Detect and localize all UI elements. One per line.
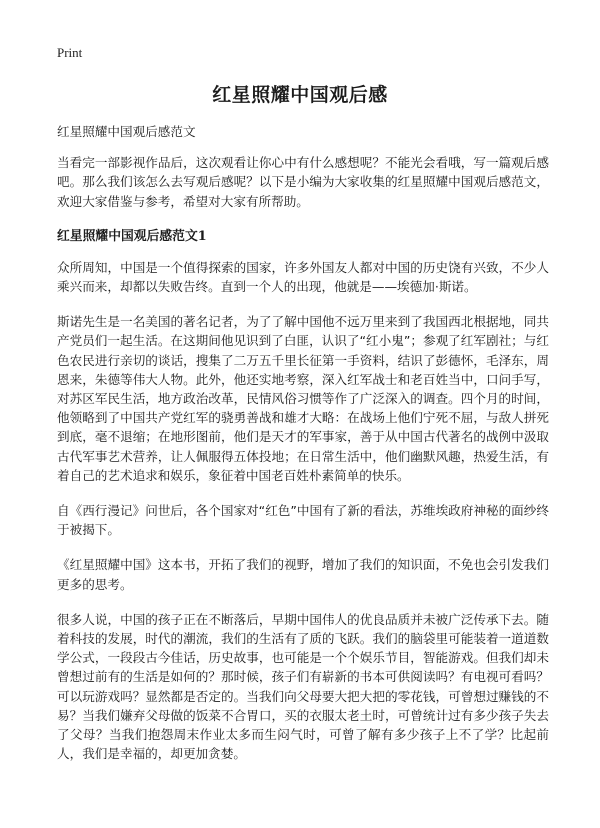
section-heading: 红星照耀中国观后感范文1 (57, 228, 207, 244)
paragraph: 自《西行漫记》问世后，各个国家对“红色”中国有了新的看法，苏维埃政府神秘的面纱终于被揭下。 (57, 503, 549, 538)
print-link[interactable]: Print (57, 45, 83, 60)
paragraph: 众所周知，中国是一个值得探索的国家，许多外国友人都对中国的历史饶有兴致，不少人乘兴而来，却都以失败告终。直到一个人的出现，他就是——埃德加·斯诺。 (57, 259, 549, 295)
paragraph: 斯诺先生是一名美国的著名记者，为了了解中国他不远万里来到了我国西北根据地，同共产党员们一起生活。在这期间他见识到了白匪，认识了“红小鬼”；参观了红军剧社；与红色农民进行亲切的谈话，搜集了二万五千里长征第一手资料，结识了彭德怀，毛泽东，周恩来，朱德等伟大人物。此外，他还实地考察，深入红军战士和老百姓当中，口问手写，对苏区军民生活，地方政治改革，民情风俗习惯等作了广泛深入的调查。四个月的时间，他领略到了中国共产党红军的骁勇善战和雄才大略：在战场上他们宁死不屈，与敌人拼死到底，毫不退缩；在地形图前，他们是天才的军事家，善于从中国古代著名的战例中汲取古代军事艺术营养，让人佩服得五体投地；在日常生活中，他们幽默风趣，热爱生活，有着自己的艺术追求和娱乐，象征着中国老百姓朴素简单的快乐。 (57, 314, 549, 483)
article-body (57, 122, 549, 779)
page-title: 红星照耀中国观后感 (212, 84, 388, 106)
paragraph: 很多人说，中国的孩子正在不断落后，早期中国伟人的优良品质并未被广泛传承下去。随着科技的发展，时代的潮流，我们的生活有了质的飞跃。我们的脑袋里可能装着一道道数学公式，一段段古今佳话，历史故事，也可能是一个个娱乐节目，智能游戏。但我们却未曾想过前有的生活是如何的？那时候，孩子们有崭新的书本可供阅读吗？有电视可看吗？可以玩游戏吗？显然都是否定的。当我们向父母要大把大把的零花钱，可曾想过赚钱的不易？当我们嫌弃父母做的饭菜不合胃口，买的衣服太老土时，可曾统计过有多少孩子失去了父母？当我们抱怨周末作业太多而生闷气时，可曾了解有多少孩子上不了学？比起前人，我们是幸福的，却更加贪婪。 (57, 611, 549, 762)
paragraph: 《红星照耀中国》这本书，开拓了我们的视野，增加了我们的知识面，不免也会引发我们更多的思考。 (57, 557, 549, 592)
intro-paragraph: 当看完一部影视作品后，这次观看让你心中有什么感想呢？不能光会看哦，写一篇观后感吧。那么我们该怎么去写观后感呢？以下是小编为大家收集的红星照耀中国观后感范文，欢迎大家借鉴与参考，希望对大家有所帮助。 (57, 155, 549, 209)
article-subtitle: 红星照耀中国观后感范文 (57, 124, 196, 139)
